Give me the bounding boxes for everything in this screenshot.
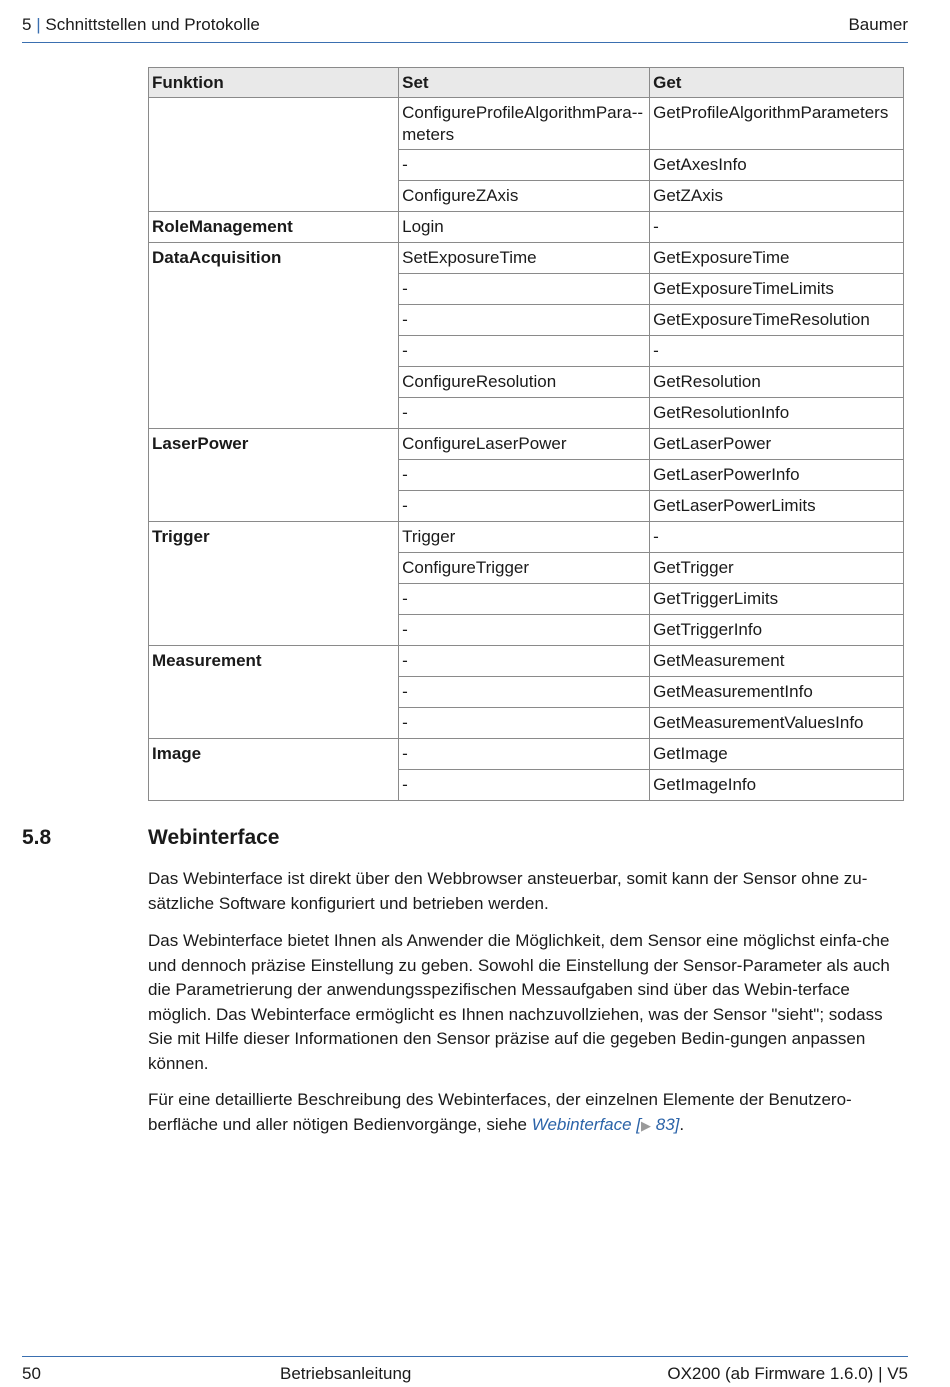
get-cell: GetImage (650, 739, 904, 770)
table-row (149, 646, 904, 677)
table-row (149, 522, 904, 553)
section-number: 5.8 (22, 826, 52, 849)
get-cell: GetLaserPower (650, 429, 904, 460)
product-version: OX200 (ab Firmware 1.6.0) | V5 (667, 1364, 908, 1383)
get-cell: GetProfileAlgorithmParameters (650, 98, 904, 150)
set-cell: - (399, 150, 650, 181)
set-cell: - (399, 336, 650, 367)
chapter-title: Schnittstellen und Protokolle (45, 15, 260, 34)
set-cell: ConfigureZAxis (399, 181, 650, 212)
webinterface-link[interactable] (532, 1115, 680, 1134)
page-number: 50 (22, 1364, 41, 1383)
get-cell: GetMeasurementValuesInfo (650, 708, 904, 739)
table-row (149, 243, 904, 274)
get-cell: GetExposureTime (650, 243, 904, 274)
paragraph-3-text: Für eine detaillierte Beschreibung des Webinterfaces, der einzelnen Elemente der Benutzero-berfläche und aller nötigen Bedienvorgänge, siehe (148, 1090, 852, 1134)
set-cell: ConfigureResolution (399, 367, 650, 398)
table-body (149, 98, 904, 801)
get-cell: GetResolutionInfo (650, 398, 904, 429)
paragraph-3 (148, 1088, 904, 1138)
brand-name: Baumer (848, 15, 908, 34)
get-cell: GetExposureTimeLimits (650, 274, 904, 305)
get-cell: - (650, 522, 904, 553)
set-cell: - (399, 584, 650, 615)
get-cell: GetAxesInfo (650, 150, 904, 181)
paragraph-3-end: . (679, 1114, 685, 1134)
set-cell: ConfigureProfileAlgorithmPara-meters (399, 98, 650, 150)
set-cell: Trigger (399, 522, 650, 553)
table-row (149, 212, 904, 243)
set-cell: - (399, 615, 650, 646)
set-cell: ConfigureLaserPower (399, 429, 650, 460)
paragraph-2: Das Webinterface bietet Ihnen als Anwender die Möglichkeit, dem Sensor eine möglichst einfa-che und dennoch präzise Einstellung zu geben. Sowohl die Einstellung der Sensor-Parameter als auch die Parametrierung der anwendungsspezifischen Messaufgaben sind über das Webin-terface möglich. Das Webinterface ermöglicht es Ihnen nachzuvollziehen, was der Sensor "sieht"; sodass Sie mit Hilfe dieser Informationen den Sensor präzise auf die gegeben Bedin-gungen anpassen können. (148, 931, 890, 1073)
get-cell: GetZAxis (650, 181, 904, 212)
get-cell: GetResolution (650, 367, 904, 398)
get-cell: GetMeasurementInfo (650, 677, 904, 708)
get-cell: GetExposureTimeResolution (650, 305, 904, 336)
table-row (149, 98, 904, 150)
set-cell: ConfigureTrigger (399, 553, 650, 584)
get-cell: - (650, 336, 904, 367)
function-cell: Trigger (149, 522, 399, 646)
set-cell: - (399, 305, 650, 336)
chapter-number: 5 (22, 15, 32, 34)
function-cell: Image (149, 739, 399, 801)
link-page: 83] (651, 1114, 680, 1134)
set-cell: - (399, 460, 650, 491)
function-cell: LaserPower (149, 429, 399, 522)
set-cell: - (399, 274, 650, 305)
header-separator: | (36, 15, 41, 34)
set-cell: - (399, 491, 650, 522)
function-cell: Measurement (149, 646, 399, 739)
header-chapter (22, 14, 260, 36)
page-header (22, 14, 908, 43)
column-header-set: Set (399, 68, 650, 98)
get-cell: GetLaserPowerInfo (650, 460, 904, 491)
get-cell: - (650, 212, 904, 243)
function-cell (149, 98, 399, 212)
table-row (149, 739, 904, 770)
table-row (149, 429, 904, 460)
set-cell: - (399, 770, 650, 801)
set-cell: SetExposureTime (399, 243, 650, 274)
link-text: Webinterface [ (531, 1114, 642, 1134)
set-cell: - (399, 739, 650, 770)
set-cell: - (399, 708, 650, 739)
section-title: Webinterface (148, 826, 280, 849)
function-cell: RoleManagement (149, 212, 399, 243)
document-type: Betriebsanleitung (280, 1364, 412, 1383)
set-cell: - (399, 398, 650, 429)
get-cell: GetTriggerLimits (650, 584, 904, 615)
paragraph-1: Das Webinterface ist direkt über den Webbrowser ansteuerbar, somit kann der Sensor ohne zu-sätzliche Software konfiguriert und betrieben werden. (148, 869, 868, 913)
set-cell: - (399, 677, 650, 708)
get-cell: GetLaserPowerLimits (650, 491, 904, 522)
get-cell: GetMeasurement (650, 646, 904, 677)
column-header-function: Funktion (149, 68, 399, 98)
function-table (148, 67, 904, 801)
set-cell: - (399, 646, 650, 677)
page-footer (22, 1356, 908, 1387)
get-cell: GetTrigger (650, 553, 904, 584)
column-header-get: Get (650, 68, 904, 98)
get-cell: GetTriggerInfo (650, 615, 904, 646)
function-cell: DataAcquisition (149, 243, 399, 429)
set-cell: Login (399, 212, 650, 243)
table-header-row (149, 68, 904, 98)
arrow-right-icon: ▶ (641, 1117, 652, 1133)
get-cell: GetImageInfo (650, 770, 904, 801)
